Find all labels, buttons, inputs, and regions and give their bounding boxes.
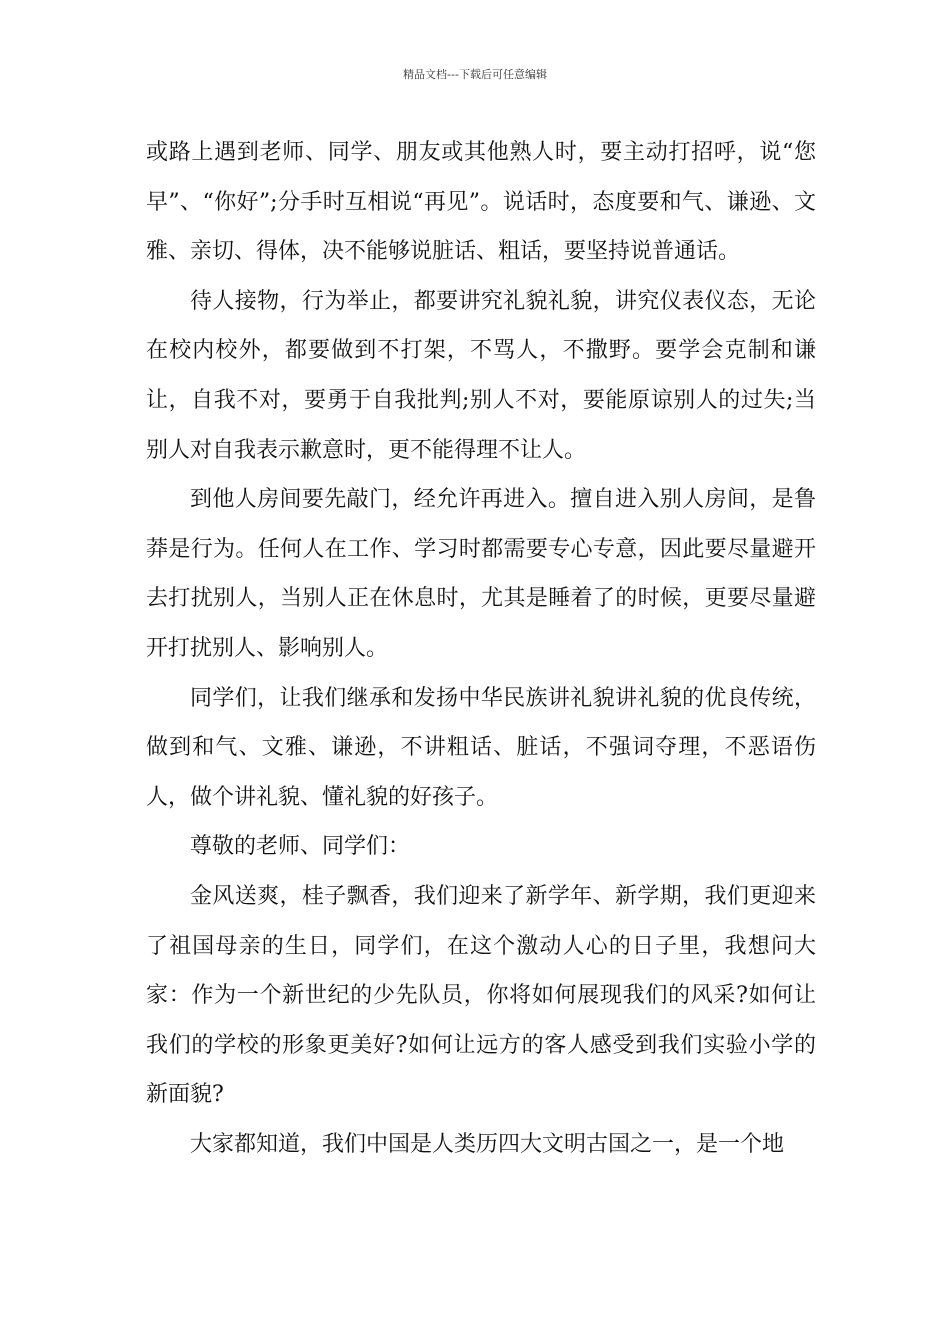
paragraph-2: 待人接物，行为举止，都要讲究礼貌礼貌，讲究仪表仪态，无论在校内校外，都要做到不打架，不骂人，不撒野。要学会克制和谦让，自我不对，要勇于自我批判;别人不对，要能原谅别人的过失;当别人对自我表示歉意时，更不能得理不让人。	[146, 288, 816, 463]
paragraph-6: 金风送爽，桂子飘香，我们迎来了新学年、新学期，我们更迎来了祖国母亲的生日，同学们，在这个激动人心的日子里，我想问大家：作为一个新世纪的少先队员，你将如何展现我们的风采?如何让我们的学校的形象更美好?如何让远方的客人感受到我们实验小学的新面貌?	[146, 883, 816, 1108]
document-body	[146, 128, 816, 1169]
paragraph-5: 尊敬的老师、同学们：	[190, 834, 411, 860]
paragraph-4: 同学们，让我们继承和发扬中华民族讲礼貌讲礼貌的优良传统，做到和气、文雅、谦逊，不讲粗话、脏话，不强词夺理，不恶语伤人，做个讲礼貌、懂礼貌的好孩子。	[146, 685, 816, 810]
paragraph-3: 到他人房间要先敲门，经允许再进入。擅自进入别人房间，是鲁莽是行为。任何人在工作、学习时都需要专心专意，因此要尽量避开去打扰别人，当别人正在休息时，尤其是睡着了的时候，更要尽量避开打扰别人、影响别人。	[146, 487, 816, 661]
page-header: 精品文档---下载后可任意编辑	[403, 68, 547, 81]
paragraph-7: 大家都知道，我们中国是人类历四大文明古国之一，是一个地	[190, 1131, 785, 1157]
paragraph-1: 或路上遇到老师、同学、朋友或其他熟人时，要主动打招呼，说“您早”、“你好”;分手时互相说“再见”。说话时，态度要和气、谦逊、文雅、亲切、得体，决不能够说脏话、粗话，要坚持说普通话。	[146, 140, 816, 265]
